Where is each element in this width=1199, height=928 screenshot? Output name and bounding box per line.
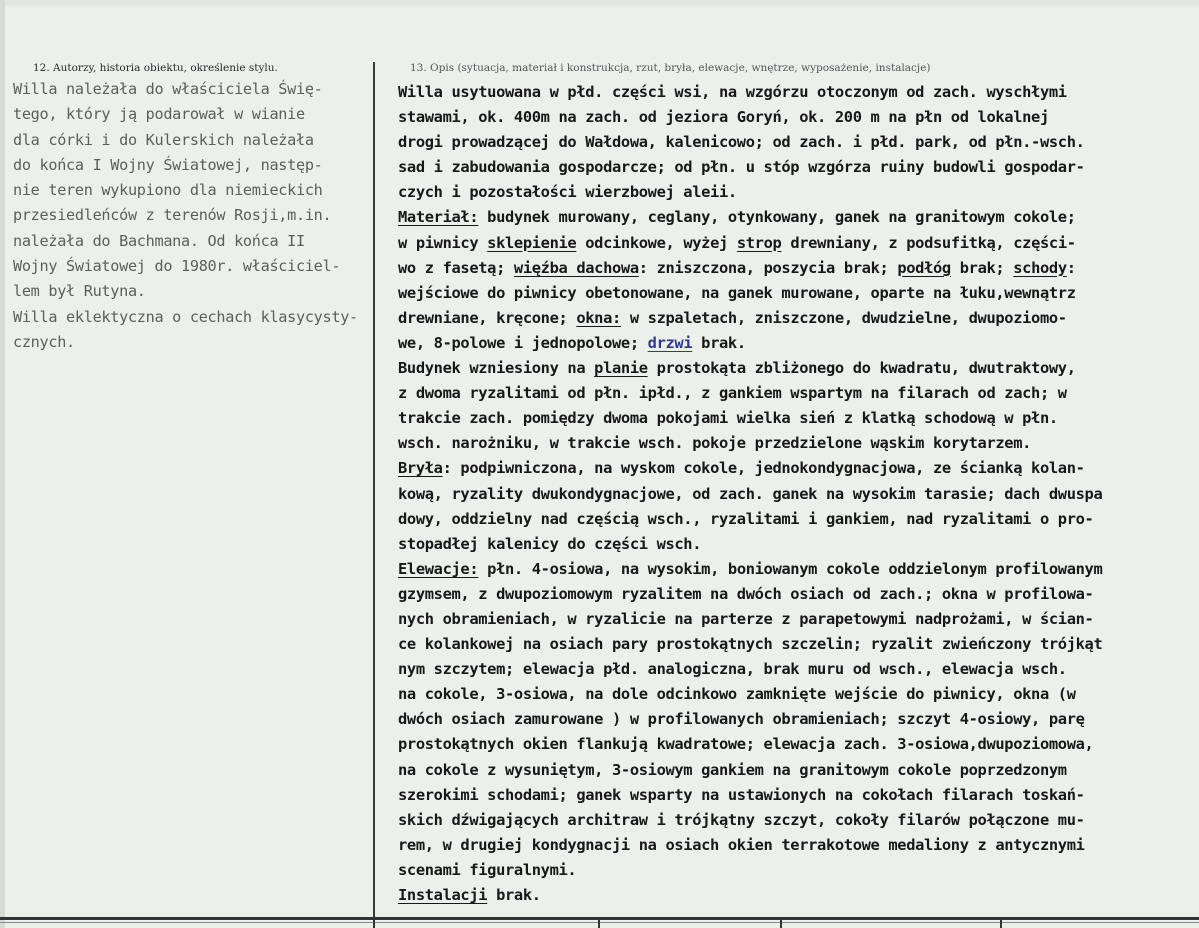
- section-13-line: [398, 707, 1198, 732]
- section-12-line: cznych.: [13, 332, 75, 351]
- text-segment: nym szczytem; elewacja płd. analogiczna, brak muru od wsch., elewacja wsch.: [398, 660, 1067, 679]
- section-13-line: [398, 532, 1198, 557]
- text-segment: we, 8-polowe i jednopolowe;: [398, 333, 648, 352]
- section-13-line: [398, 607, 1198, 632]
- section-13-line: [398, 381, 1198, 406]
- section-13-line: [398, 180, 1198, 205]
- section-13-line: [398, 105, 1198, 130]
- section-13-line: [398, 456, 1198, 481]
- underlined-term: Bryła: [398, 459, 443, 478]
- text-segment: Budynek wzniesiony na: [398, 359, 595, 378]
- text-segment: na cokole z wysuniętym, 3-osiowym gankiem na granitowym cokole poprzedzonym: [398, 760, 1067, 779]
- section-13-line: [398, 883, 1198, 908]
- section-13-line: [398, 783, 1198, 808]
- section-13-line: [398, 231, 1198, 256]
- text-segment: sad i zabudowania gospodarcze; od płn. u stóp wzgórza ruiny budowli gospodar-: [398, 158, 1085, 177]
- underlined-term: drzwi: [647, 333, 693, 352]
- text-segment: wejściowe do piwnicy obetonowane, na ganek murowane, oparte na łuku,wewnątrz: [398, 283, 1076, 302]
- text-segment: drogi prowadzącej do Wałdowa, kalenicowo; od zach. i płd. park, od płn.-wsch.: [398, 133, 1085, 152]
- text-segment: scenami figuralnymi.: [398, 860, 577, 879]
- underlined-term: schody: [1013, 258, 1067, 277]
- section-13-line: [398, 582, 1198, 607]
- text-segment: brak;: [950, 258, 1014, 277]
- text-segment: :: [1066, 258, 1076, 277]
- underlined-term: Elewacje:: [398, 559, 479, 578]
- text-segment: ce kolankowej na osiach pary prostokątnych szczelin; ryzalit zwieńczony trójkąt: [398, 635, 1103, 654]
- text-segment: wsch. narożniku, w trakcie wsch. pokoje przedzielone wąskim korytarzem.: [398, 434, 1032, 453]
- text-segment: : zniszczona, poszycia brak;: [638, 258, 898, 277]
- text-segment: stawami, ok. 400m na zach. od jeziora Goryń, ok. 200 m na płn od lokalnej: [398, 108, 1049, 127]
- underlined-term: więźba dachowa: [513, 258, 639, 277]
- text-segment: dowy, oddzielny nad częścią wsch., ryzalitami i gankiem, nad ryzalitami o pro-: [398, 509, 1094, 528]
- section-13-line: [398, 682, 1198, 707]
- section-12-body: [13, 77, 388, 355]
- underlined-term: planie: [594, 359, 648, 378]
- section-13-body: [398, 80, 1198, 908]
- text-segment: wo z fasetą;: [398, 258, 514, 277]
- text-segment: na cokole, 3-osiowa, na dole odcinkowo zamknięte wejście do piwnicy, okna (w: [398, 685, 1076, 704]
- section-12-header: 12. Autorzy, historia obiektu, określenie stylu.: [33, 62, 278, 74]
- bottom-tick: [598, 920, 600, 928]
- underlined-term: Instalacji: [398, 886, 488, 904]
- section-13-line: [398, 507, 1198, 532]
- underlined-term: okna:: [576, 308, 621, 327]
- section-13-line: [398, 758, 1198, 783]
- text-segment: drewniany, z podsufitką, części-: [781, 233, 1076, 252]
- bottom-tick: [1000, 920, 1002, 928]
- text-segment: budynek murowany, ceglany, otynkowany, ganek na granitowym cokole;: [478, 208, 1076, 227]
- section-13-line: [398, 732, 1198, 757]
- text-segment: szerokimi schodami; ganek wsparty na ustawionych na cokołach filarach toskań-: [398, 785, 1085, 804]
- text-segment: z dwoma ryzalitami od płn. ipłd., z gankiem wspartym na filarach od zach; w: [398, 384, 1067, 403]
- page-top-edge: [0, 0, 1199, 6]
- section-12-line: przesiedleńców z terenów Rosji,m.in.: [13, 206, 332, 225]
- text-segment: gzymsem, z dwupoziomowym ryzalitem na dwóch osiach od zach.; okna w profilowa-: [398, 584, 1094, 603]
- section-13-line: [398, 557, 1198, 582]
- section-12-line: Willa eklektyczna o cechach klasycysty-: [13, 307, 358, 326]
- section-12-line: tego, który ją podarował w wianie: [13, 105, 305, 124]
- text-segment: brak.: [487, 886, 541, 904]
- text-segment: Willa usytuowana w płd. części wsi, na wzgórzu otoczonym od zach. wyschłymi: [398, 83, 1067, 101]
- section-13-line: [398, 632, 1198, 657]
- section-12-line: do końca I Wojny Światowej, następ-: [13, 155, 323, 174]
- section-13-line: [398, 205, 1198, 230]
- text-segment: czych i pozostałości wierzbowej aleii.: [398, 183, 737, 202]
- section-13-line: [398, 306, 1198, 331]
- text-segment: w szpaletach, zniszczone, dwudzielne, dwupoziomo-: [620, 308, 1067, 327]
- text-segment: brak.: [692, 333, 746, 352]
- text-segment: kową, ryzality dwukondygnacjowe, od zach. ganek na wysokim tarasie; dach dwuspa: [398, 484, 1103, 503]
- underlined-term: podłóg: [897, 258, 951, 277]
- section-12-line: należała do Bachmana. Od końca II: [13, 231, 305, 250]
- section-13-line: [398, 130, 1198, 155]
- section-13-line: [398, 657, 1198, 682]
- section-13-line: [398, 80, 1198, 105]
- underlined-term: Materiał:: [398, 208, 479, 227]
- section-12-line: nie teren wykupiono dla niemieckich: [13, 181, 323, 200]
- section-12-line: Willa należała do właściciela Świę-: [13, 80, 323, 98]
- text-segment: skich dźwigających architraw i trójkątny szczyt, cokoły filarów połączone mu-: [398, 810, 1085, 829]
- text-segment: dwóch osiach zamurowane ) w profilowanych obramieniach; szczyt 4-osiowy, parę: [398, 710, 1085, 729]
- text-segment: w piwnicy: [398, 233, 488, 252]
- section-13-line: [398, 331, 1198, 356]
- underlined-term: strop: [736, 233, 782, 252]
- section-13-line: [398, 281, 1198, 306]
- section-13-line: [398, 858, 1198, 883]
- section-13-line: [398, 482, 1198, 507]
- section-13-line: [398, 356, 1198, 381]
- underlined-term: sklepienie: [487, 233, 577, 252]
- text-segment: : podpiwniczona, na wyskom cokole, jednokondygnacjowa, ze ścianką kolan-: [442, 459, 1085, 478]
- text-segment: prostokątnych okien flankują kwadratowe; elewacja zach. 3-osiowa,dwupoziomowa,: [398, 735, 1094, 754]
- section-12-line: lem był Rutyna.: [13, 282, 146, 301]
- text-segment: odcinkowe, wyżej: [576, 233, 737, 252]
- section-13-line: [398, 155, 1198, 180]
- section-13-line: [398, 808, 1198, 833]
- text-segment: nych obramieniach, w ryzalicie na parterze z parapetowymi nadprożami, w ścian-: [398, 609, 1094, 628]
- page-left-edge: [0, 0, 5, 928]
- text-segment: drewniane, kręcone;: [398, 308, 577, 327]
- section-13-header: 13. Opis (sytuacja, materiał i konstrukcja, rzut, bryła, elewacje, wnętrze, wyposażenie, instalacje): [410, 62, 931, 74]
- text-segment: rem, w drugiej kondygnacji na osiach okien terrakotowe medaliony z antycznymi: [398, 835, 1085, 854]
- section-13-line: [398, 833, 1198, 858]
- text-segment: trakcie zach. pomiędzy dwoma pokojami wielka sień z klatką schodową w płn.: [398, 409, 1058, 428]
- section-13-line: [398, 406, 1198, 431]
- text-segment: prostokąta zbliżonego do kwadratu, dwutraktowy,: [647, 359, 1076, 378]
- text-segment: płn. 4-osiowa, na wysokim, boniowanym cokole oddzielonym profilowanym: [478, 559, 1103, 578]
- section-13-line: [398, 256, 1198, 281]
- bottom-tick: [780, 920, 782, 928]
- text-segment: stopadłej kalenicy do części wsch.: [398, 534, 702, 553]
- bottom-tick: [373, 920, 375, 928]
- section-12-line: dla córki i do Kulerskich należała: [13, 130, 314, 149]
- section-13-line: [398, 431, 1198, 456]
- section-12-line: Wojny Światowej do 1980r. właściciel-: [13, 257, 341, 276]
